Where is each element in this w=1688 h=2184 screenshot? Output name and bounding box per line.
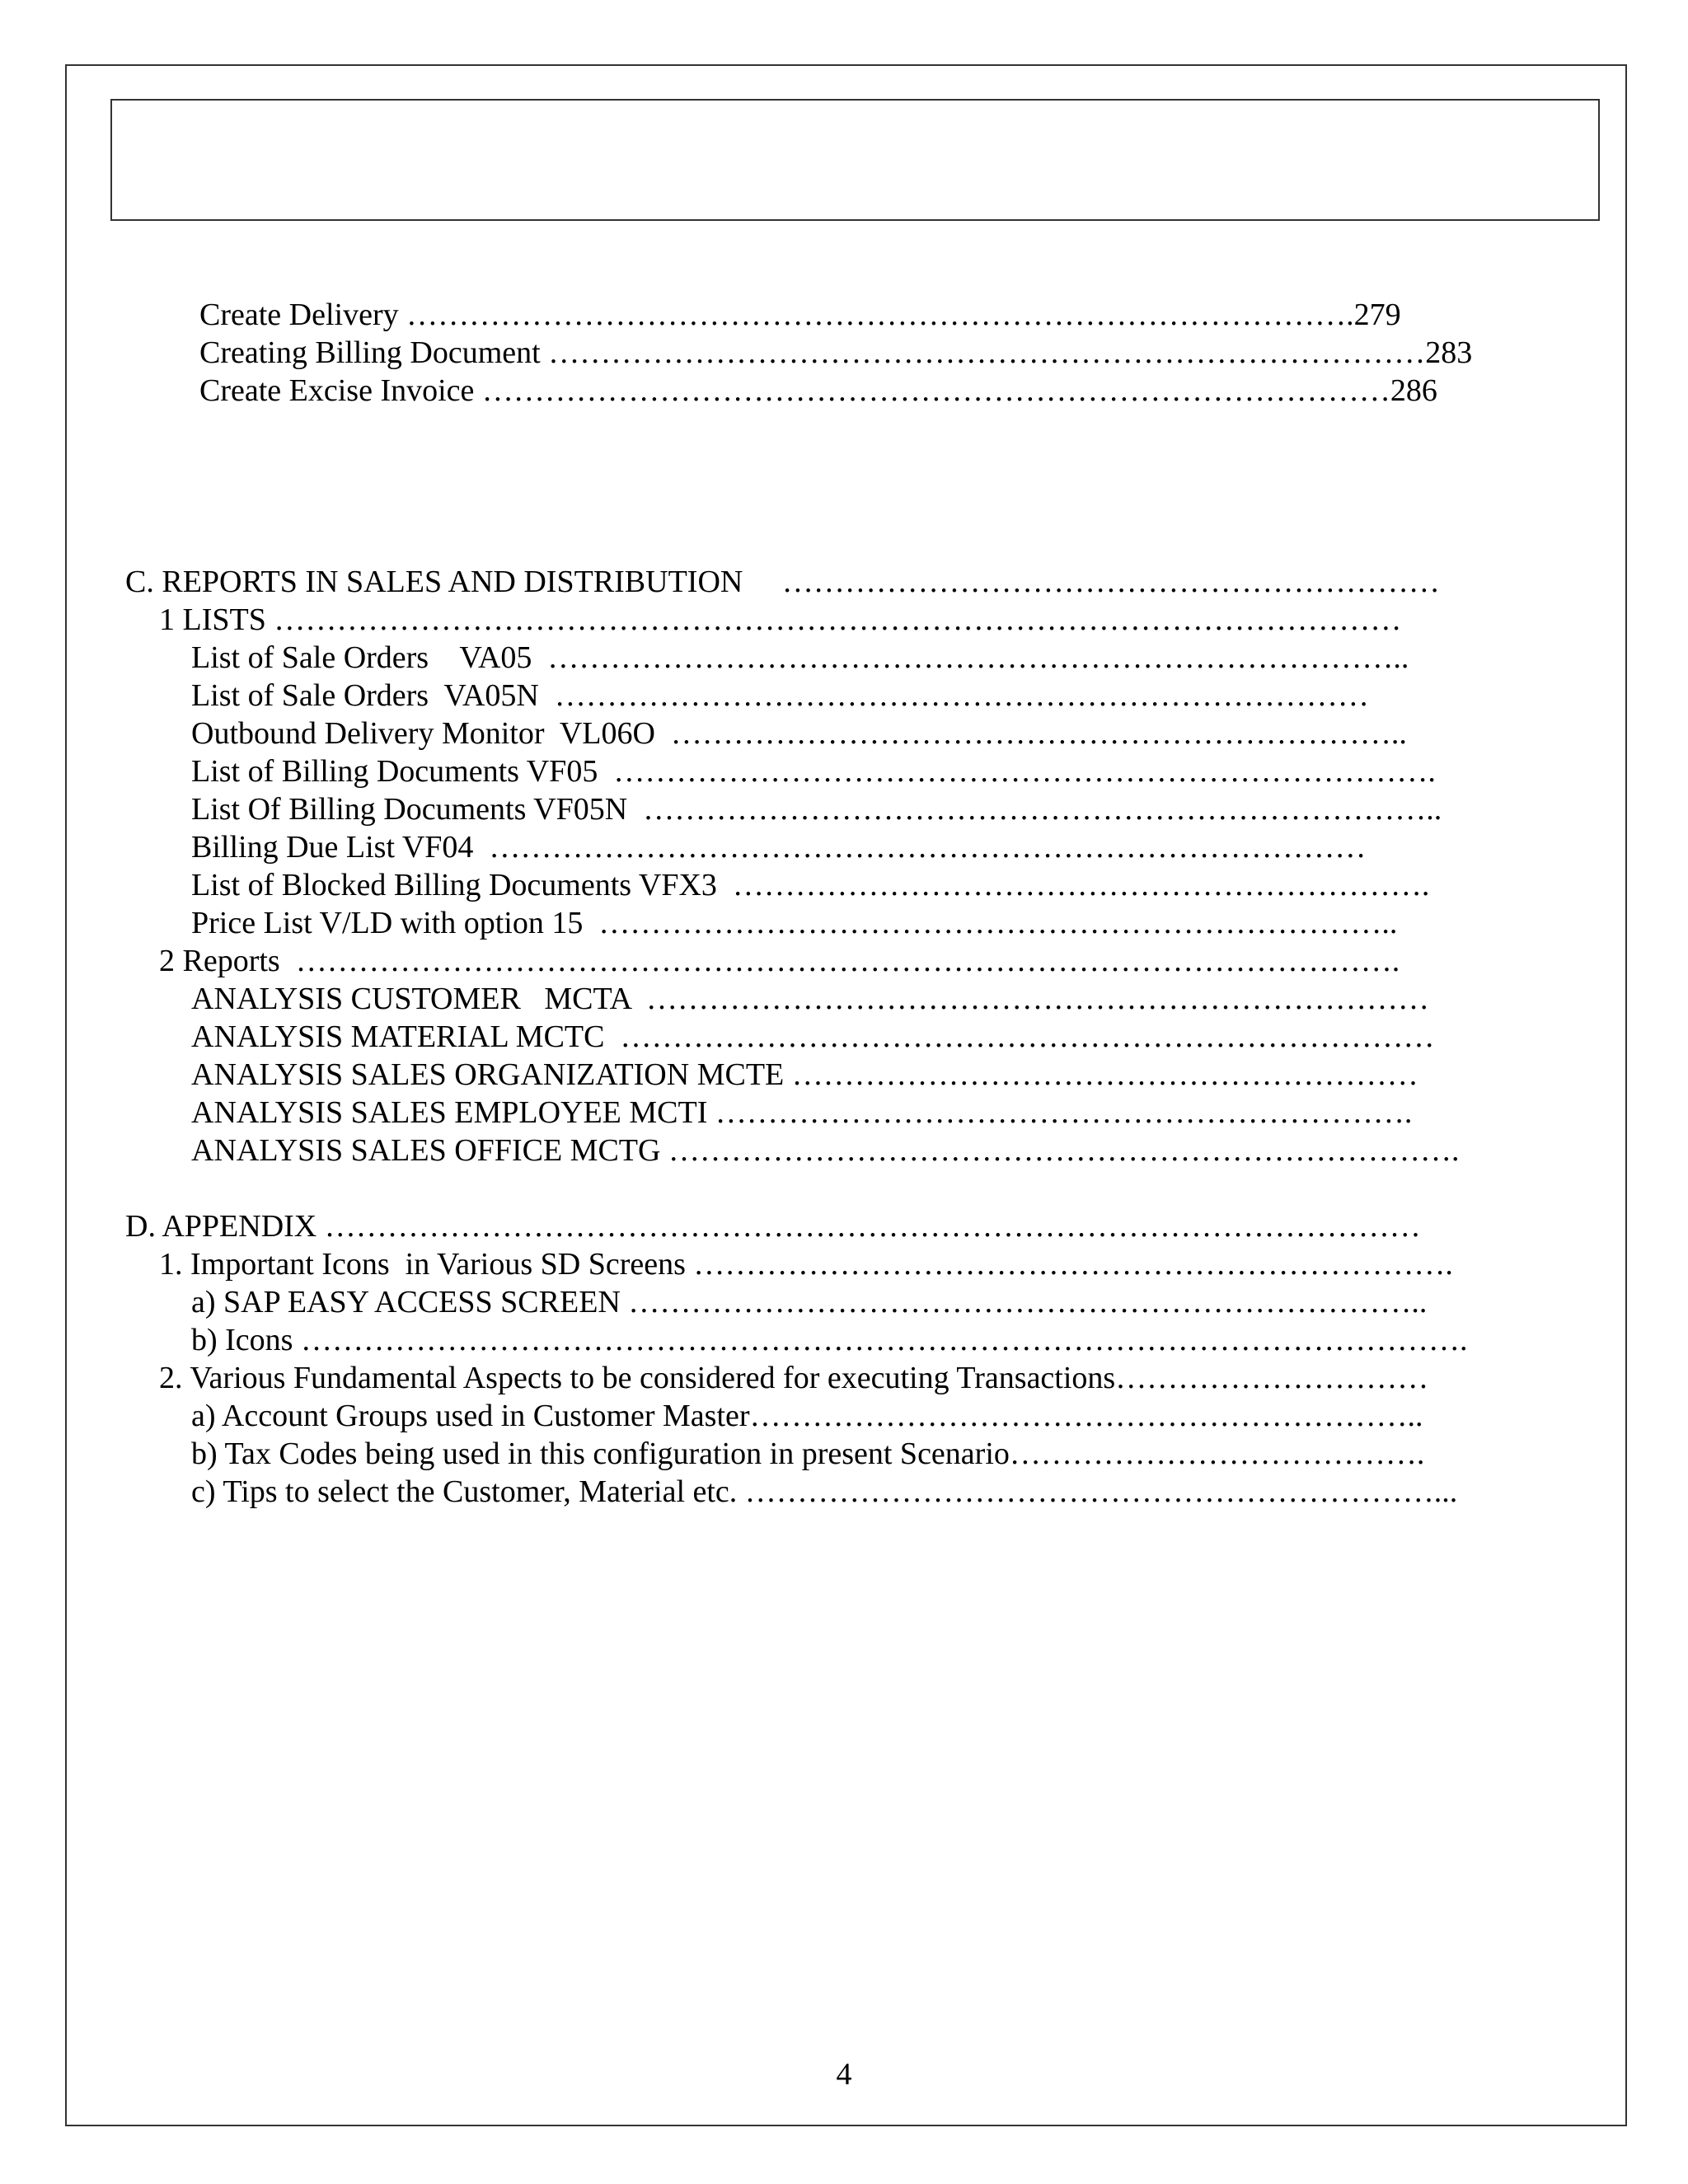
toc-entry: Creating Billing Document …………………………………………………………………………283 <box>199 335 1473 370</box>
toc-subsection: 1. Important Icons in Various SD Screens ………………………………………………………………. <box>159 1247 1453 1282</box>
toc-section-heading: C. REPORTS IN SALES AND DISTRIBUTION ……………………………………………………… <box>125 565 1440 599</box>
toc-entry: List of Sale Orders VA05 ……………………………………………………………………….. <box>191 640 1409 675</box>
toc-entry: Billing Due List VF04 ………………………………………………………………………… <box>191 830 1367 865</box>
toc-subsection: 2 Reports ……………………………………………………………………………………………. <box>159 944 1400 978</box>
toc-entry: b) Tax Codes being used in this configuration in present Scenario…………………………………. <box>191 1436 1425 1471</box>
toc-entry: ANALYSIS MATERIAL MCTC …………………………………………………………………… <box>191 1019 1435 1054</box>
toc-section-heading: D. APPENDIX …………………………………………………………………………………………… <box>125 1209 1421 1244</box>
toc-entry: Create Delivery ……………………………………………………………………………….279 <box>199 298 1401 332</box>
toc-entry: ANALYSIS SALES EMPLOYEE MCTI …………………………………………………………. <box>191 1095 1413 1130</box>
toc-entry: Price List V/LD with option 15 ………………………………………………………………….. <box>191 906 1398 940</box>
toc-entry: List of Sale Orders VA05N …………………………………………………………………… <box>191 678 1369 713</box>
toc-entry: a) SAP EASY ACCESS SCREEN ………………………………………………………………….. <box>191 1285 1428 1319</box>
toc-entry: c) Tips to select the Customer, Material etc. …………………………………………………………... <box>191 1474 1458 1509</box>
toc-entry: ANALYSIS SALES ORGANIZATION MCTE …………………………………………………… <box>191 1057 1418 1092</box>
toc-subsection: 2. Various Fundamental Aspects to be considered for executing Transactions………………………… <box>159 1361 1429 1395</box>
toc-entry: List of Blocked Billing Documents VFX3 …………………………………………………………. <box>191 868 1430 902</box>
toc-entry: ANALYSIS SALES OFFICE MCTG …………………………………………………………………. <box>191 1133 1460 1168</box>
toc-entry: List Of Billing Documents VF05N ………………………………………………………………….. <box>191 792 1442 827</box>
toc-entry: b) Icons …………………………………………………………………………………………………. <box>191 1323 1468 1357</box>
toc-entry: Create Excise Invoice ……………………………………………………………………………286 <box>199 373 1437 408</box>
toc-entry: ANALYSIS CUSTOMER MCTA ………………………………………………………………… <box>191 982 1429 1016</box>
toc-entry: List of Billing Documents VF05 ……………………………………………………………………. <box>191 754 1436 789</box>
toc-entry: a) Account Groups used in Customer Master……………………………………………………….. <box>191 1399 1423 1433</box>
toc-entry: Outbound Delivery Monitor VL06O …………………………………………………………….. <box>191 716 1407 751</box>
page-number: 4 <box>836 2057 852 2092</box>
header-box <box>110 99 1600 221</box>
toc-subsection: 1 LISTS ……………………………………………………………………………………………… <box>159 602 1402 637</box>
